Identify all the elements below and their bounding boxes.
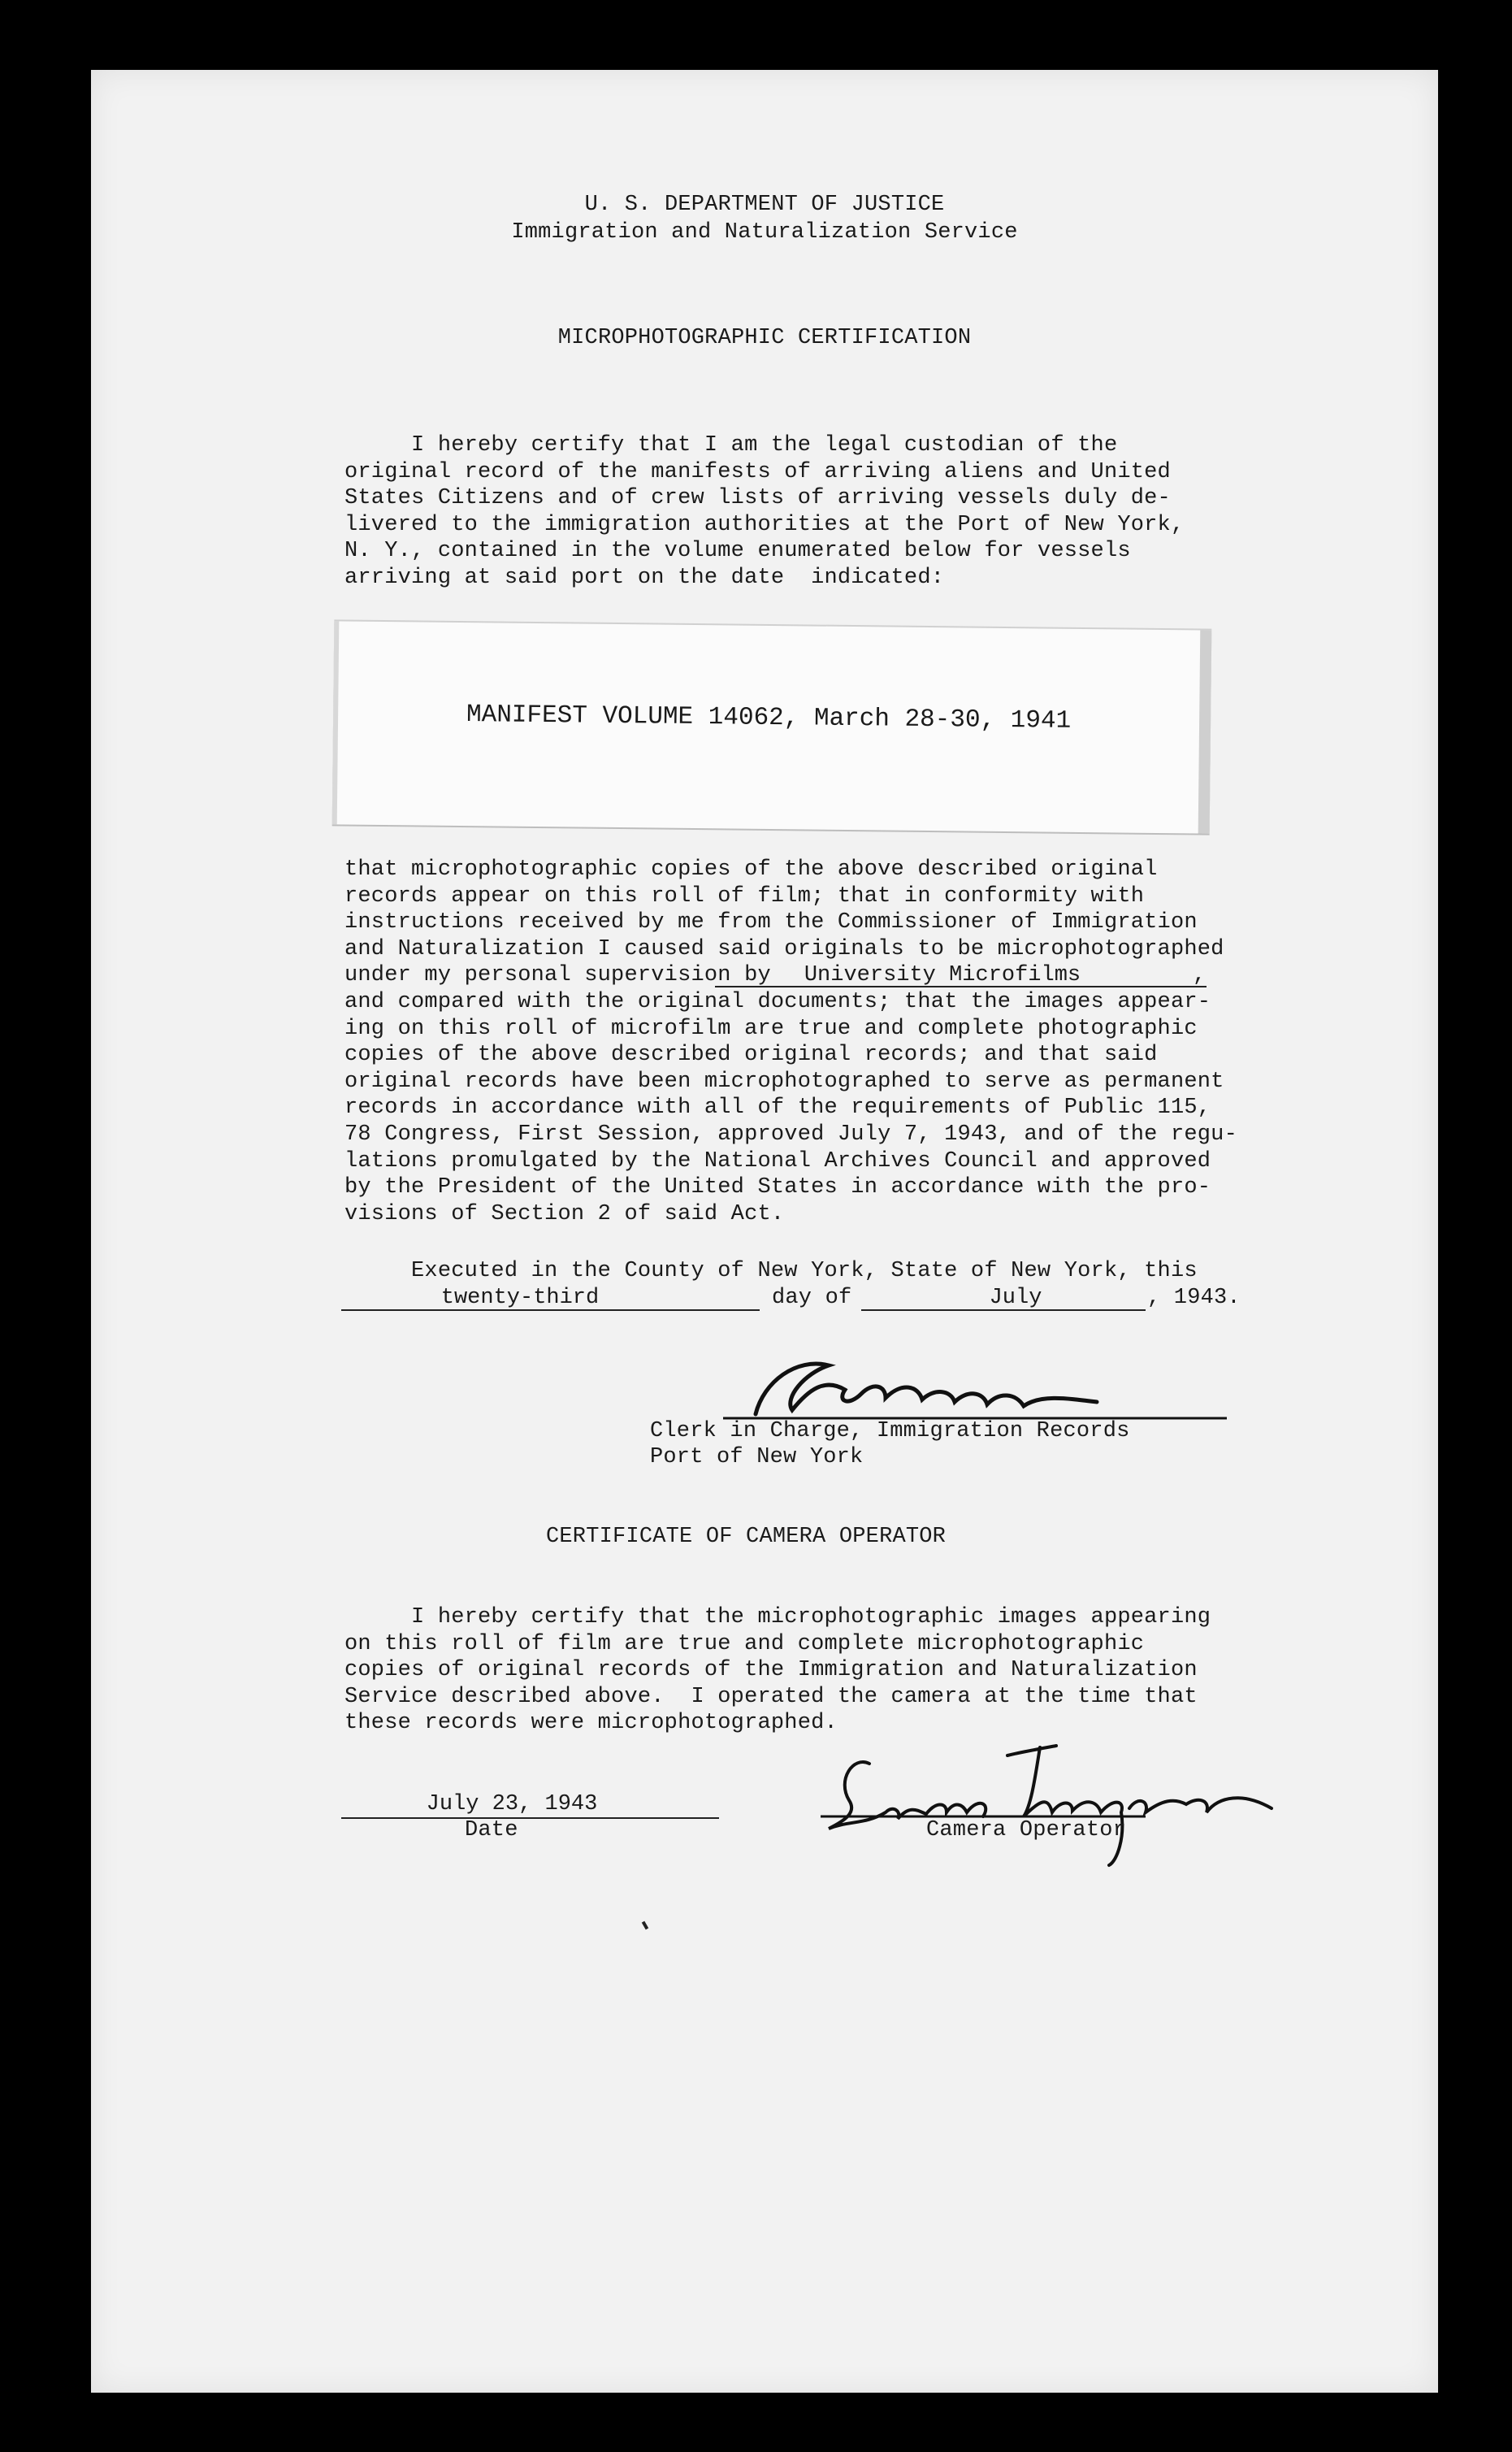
date-label: Date (465, 1818, 518, 1842)
camera-operator-signature (804, 1723, 1324, 1886)
executed-day: twenty-third (440, 1286, 600, 1310)
body-line: instructions received by me from the Commissioner of Immigration (344, 910, 1198, 935)
clerk-title: Clerk in Charge, Immigration Records (650, 1419, 1130, 1443)
operator-certificate-title: CERTIFICATE OF CAMERA OPERATOR (546, 1525, 947, 1549)
operator-date: July 23, 1943 (426, 1792, 598, 1816)
body-line: 78 Congress, First Session, approved July 7, 1943, and of the regu- (344, 1122, 1237, 1147)
body-line: original records have been microphotographed to serve as permanent (344, 1069, 1224, 1094)
operator-line: on this roll of film are true and complete microphotographic (344, 1631, 1145, 1656)
certification-title: MICROPHOTOGRAPHIC CERTIFICATION (557, 326, 972, 350)
executed-line: Executed in the County of New York, State of New York, this (344, 1259, 1198, 1283)
operator-line: copies of original records of the Immigration and Naturalization (344, 1658, 1198, 1683)
executed-year: , 1943. (1147, 1286, 1241, 1310)
intro-line: arriving at said port on the date indicated: (344, 566, 945, 590)
intro-line: original record of the manifests of arriving aliens and United (344, 459, 1171, 484)
body-line: records appear on this roll of film; that in conformity with (344, 883, 1145, 909)
operator-line: Service described above. I operated the camera at the time that (344, 1684, 1198, 1709)
clerk-signature (642, 1341, 1227, 1430)
intro-line: States Citizens and of crew lists of arriving vessels duly de- (344, 486, 1171, 511)
body-line: under my personal supervision by (344, 963, 771, 988)
service-heading: Immigration and Naturalization Service (511, 220, 1018, 245)
supervisor-value: University Microfilms (804, 963, 1081, 987)
supervisor-comma: , (1193, 963, 1207, 987)
manifest-volume-label: MANIFEST VOLUME 14062, March 28-30, 1941 (466, 701, 1072, 736)
department-heading: U. S. DEPARTMENT OF JUSTICE (584, 193, 945, 217)
body-line: that microphotographic copies of the above described original (344, 857, 1158, 882)
intro-line: I hereby certify that I am the legal custodian of the (344, 433, 1118, 458)
executed-month: July (989, 1286, 1042, 1310)
body-line: lations promulgated by the National Archives Council and approved (344, 1148, 1211, 1174)
body-line: and compared with the original documents; that the images appear- (344, 990, 1211, 1014)
body-line: copies of the above described original records; and that said (344, 1043, 1158, 1068)
manifest-label-slip (332, 621, 1212, 833)
day-of-label: day of (772, 1286, 852, 1310)
body-line: ing on this roll of microfilm are true and complete photographic (344, 1016, 1198, 1041)
camera-operator-label: Camera Operator (926, 1818, 1127, 1842)
document-page (91, 70, 1438, 2393)
body-line: by the President of the United States in accordance with the pro- (344, 1175, 1211, 1200)
body-line: and Naturalization I caused said originals to be microphotographed (344, 936, 1224, 961)
clerk-office: Port of New York (650, 1445, 864, 1469)
body-line: records in accordance with all of the requirements of Public 115, (344, 1096, 1211, 1121)
intro-line: N. Y., contained in the volume enumerated below for vessels (344, 539, 1131, 564)
operator-line: these records were microphotographed. (344, 1711, 838, 1736)
intro-line: livered to the immigration authorities at the Port of New York, (344, 512, 1185, 537)
body-line: visions of Section 2 of said Act. (344, 1201, 785, 1226)
operator-line: I hereby certify that the microphotographic images appearing (344, 1605, 1211, 1630)
